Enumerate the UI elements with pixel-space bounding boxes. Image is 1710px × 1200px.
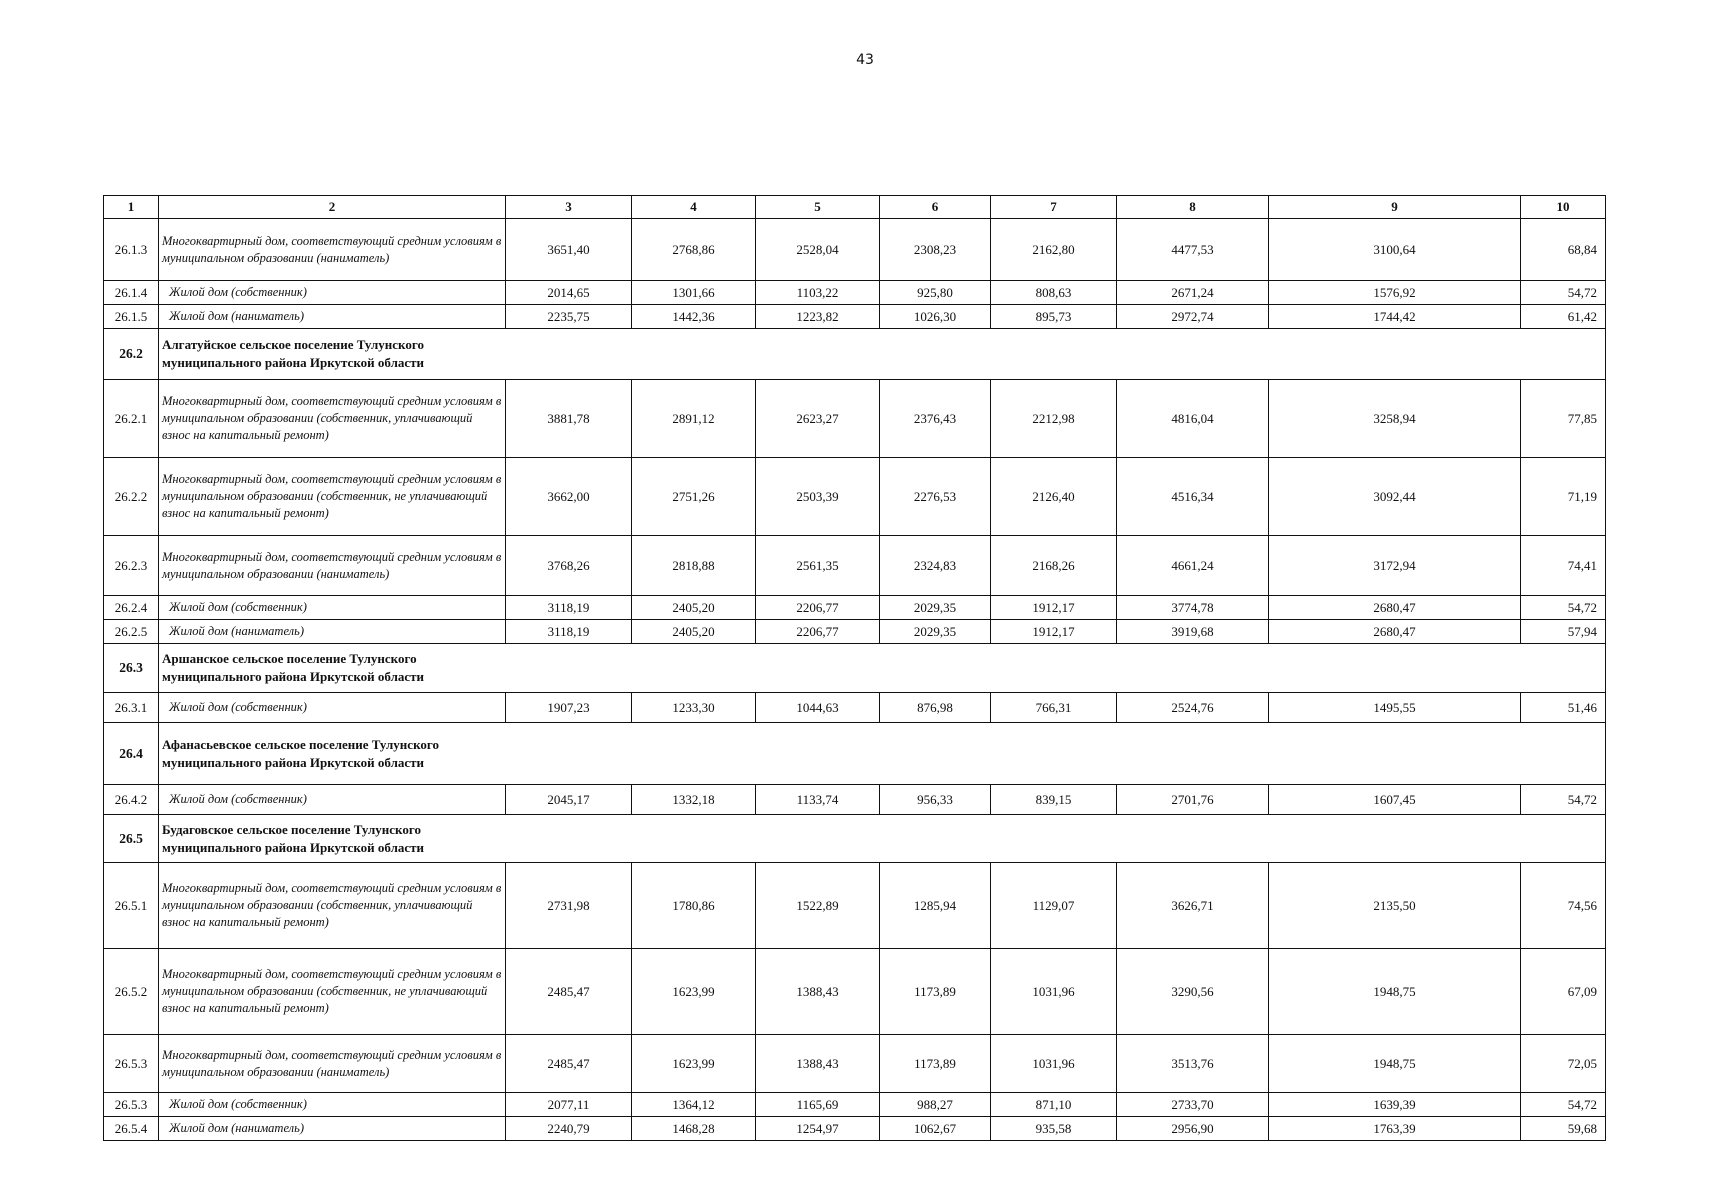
row-description: Многоквартирный дом, соответствующий средним условиям в муниципальном образовании (собственник, не уплачивающий взнос на капитальный ремонт)	[159, 458, 506, 536]
row-value: 1301,66	[632, 281, 756, 305]
row-value: 4816,04	[1117, 380, 1269, 458]
row-code: 26.3.1	[104, 693, 159, 723]
row-value: 2768,86	[632, 219, 756, 281]
row-value: 2956,90	[1117, 1117, 1269, 1141]
row-value: 2029,35	[880, 596, 991, 620]
table-row	[104, 281, 1606, 305]
section-title	[159, 644, 1606, 693]
row-value: 3092,44	[1269, 458, 1521, 536]
section-title-text: Будаговское сельское поселение Тулунского муниципального района Иркутской области	[162, 821, 425, 855]
column-header: 6	[880, 196, 991, 219]
row-value: 1173,89	[880, 1035, 991, 1093]
row-value: 2308,23	[880, 219, 991, 281]
row-value: 2168,26	[991, 536, 1117, 596]
section-title-text: Аршанское сельское поселение Тулунского муниципального района Иркутской области	[162, 651, 425, 684]
section-row	[104, 723, 1606, 785]
row-value: 74,56	[1521, 863, 1606, 949]
row-value: 925,80	[880, 281, 991, 305]
row-value: 1522,89	[756, 863, 880, 949]
row-value: 1912,17	[991, 620, 1117, 644]
row-value: 2324,83	[880, 536, 991, 596]
column-header: 1	[104, 196, 159, 219]
row-value: 1044,63	[756, 693, 880, 723]
page-number: 43	[856, 52, 874, 68]
row-description: Жилой дом (наниматель)	[159, 620, 506, 644]
row-value: 2206,77	[756, 620, 880, 644]
row-value: 895,73	[991, 305, 1117, 329]
row-code: 26.5.2	[104, 949, 159, 1035]
row-value: 2235,75	[506, 305, 632, 329]
row-value: 1173,89	[880, 949, 991, 1035]
row-value: 2751,26	[632, 458, 756, 536]
row-value: 839,15	[991, 785, 1117, 815]
row-description: Многоквартирный дом, соответствующий средним условиям в муниципальном образовании (наниматель)	[159, 1035, 506, 1093]
row-value: 3118,19	[506, 620, 632, 644]
table-row	[104, 693, 1606, 723]
column-header: 10	[1521, 196, 1606, 219]
row-value: 2731,98	[506, 863, 632, 949]
row-code: 26.5.3	[104, 1035, 159, 1093]
row-value: 3768,26	[506, 536, 632, 596]
table-body	[104, 196, 1606, 1141]
row-value: 3919,68	[1117, 620, 1269, 644]
row-value: 2135,50	[1269, 863, 1521, 949]
row-value: 2029,35	[880, 620, 991, 644]
row-value: 1031,96	[991, 1035, 1117, 1093]
table-row	[104, 219, 1606, 281]
row-value: 3626,71	[1117, 863, 1269, 949]
row-value: 2276,53	[880, 458, 991, 536]
row-value: 2891,12	[632, 380, 756, 458]
row-value: 3513,76	[1117, 1035, 1269, 1093]
row-value: 1133,74	[756, 785, 880, 815]
row-value: 1332,18	[632, 785, 756, 815]
row-code: 26.2.1	[104, 380, 159, 458]
row-value: 935,58	[991, 1117, 1117, 1141]
row-value: 2206,77	[756, 596, 880, 620]
row-value: 2014,65	[506, 281, 632, 305]
section-row	[104, 329, 1606, 380]
row-value: 2561,35	[756, 536, 880, 596]
row-code: 26.1.3	[104, 219, 159, 281]
table-row	[104, 305, 1606, 329]
row-value: 2212,98	[991, 380, 1117, 458]
row-value: 2733,70	[1117, 1093, 1269, 1117]
row-value: 2045,17	[506, 785, 632, 815]
row-value: 2405,20	[632, 596, 756, 620]
table-row	[104, 949, 1606, 1035]
row-code: 26.2.4	[104, 596, 159, 620]
table-row	[104, 785, 1606, 815]
row-value: 1285,94	[880, 863, 991, 949]
row-description: Многоквартирный дом, соответствующий средним условиям в муниципальном образовании (собственник, уплачивающий взнос на капитальный ремонт)	[159, 380, 506, 458]
table-row	[104, 596, 1606, 620]
row-value: 1495,55	[1269, 693, 1521, 723]
row-value: 2671,24	[1117, 281, 1269, 305]
row-value: 1442,36	[632, 305, 756, 329]
row-value: 808,63	[991, 281, 1117, 305]
row-value: 4477,53	[1117, 219, 1269, 281]
row-description: Жилой дом (собственник)	[159, 281, 506, 305]
section-title	[159, 815, 1606, 863]
row-value: 3662,00	[506, 458, 632, 536]
row-value: 3290,56	[1117, 949, 1269, 1035]
header-row	[104, 196, 1606, 219]
section-code: 26.4	[104, 723, 159, 785]
row-value: 1912,17	[991, 596, 1117, 620]
tariff-table	[103, 195, 1606, 1141]
row-value: 766,31	[991, 693, 1117, 723]
row-value: 3118,19	[506, 596, 632, 620]
row-value: 1254,97	[756, 1117, 880, 1141]
column-header: 2	[159, 196, 506, 219]
row-value: 2680,47	[1269, 596, 1521, 620]
row-code: 26.5.1	[104, 863, 159, 949]
row-description: Жилой дом (наниматель)	[159, 1117, 506, 1141]
row-value: 54,72	[1521, 281, 1606, 305]
section-code: 26.5	[104, 815, 159, 863]
row-description: Многоквартирный дом, соответствующий средним условиям в муниципальном образовании (собственник, не уплачивающий взнос на капитальный ремонт)	[159, 949, 506, 1035]
section-row	[104, 644, 1606, 693]
column-header: 4	[632, 196, 756, 219]
row-value: 2623,27	[756, 380, 880, 458]
row-value: 2240,79	[506, 1117, 632, 1141]
section-title-text: Афанасьевское сельское поселение Тулунского муниципального района Иркутской области	[162, 736, 439, 770]
row-value: 1364,12	[632, 1093, 756, 1117]
row-value: 956,33	[880, 785, 991, 815]
row-value: 1744,42	[1269, 305, 1521, 329]
row-value: 3258,94	[1269, 380, 1521, 458]
table-row	[104, 380, 1606, 458]
table-row	[104, 536, 1606, 596]
row-value: 1388,43	[756, 1035, 880, 1093]
row-value: 1948,75	[1269, 1035, 1521, 1093]
row-value: 1468,28	[632, 1117, 756, 1141]
row-value: 1907,23	[506, 693, 632, 723]
row-value: 59,68	[1521, 1117, 1606, 1141]
row-value: 51,46	[1521, 693, 1606, 723]
row-code: 26.5.4	[104, 1117, 159, 1141]
row-value: 871,10	[991, 1093, 1117, 1117]
row-code: 26.1.4	[104, 281, 159, 305]
row-value: 1223,82	[756, 305, 880, 329]
table-row	[104, 1093, 1606, 1117]
row-value: 2701,76	[1117, 785, 1269, 815]
row-code: 26.1.5	[104, 305, 159, 329]
column-header: 7	[991, 196, 1117, 219]
row-value: 61,42	[1521, 305, 1606, 329]
row-code: 26.2.2	[104, 458, 159, 536]
row-description: Жилой дом (собственник)	[159, 693, 506, 723]
row-value: 2524,76	[1117, 693, 1269, 723]
row-value: 54,72	[1521, 1093, 1606, 1117]
row-value: 1103,22	[756, 281, 880, 305]
row-description: Многоквартирный дом, соответствующий средним условиям в муниципальном образовании (собственник, уплачивающий взнос на капитальный ремонт)	[159, 863, 506, 949]
column-header: 3	[506, 196, 632, 219]
row-value: 4516,34	[1117, 458, 1269, 536]
row-value: 2162,80	[991, 219, 1117, 281]
row-value: 1639,39	[1269, 1093, 1521, 1117]
row-value: 1026,30	[880, 305, 991, 329]
row-value: 876,98	[880, 693, 991, 723]
row-value: 2126,40	[991, 458, 1117, 536]
row-value: 2485,47	[506, 1035, 632, 1093]
row-value: 54,72	[1521, 596, 1606, 620]
row-description: Жилой дом (собственник)	[159, 1093, 506, 1117]
row-value: 4661,24	[1117, 536, 1269, 596]
row-description: Жилой дом (собственник)	[159, 785, 506, 815]
row-value: 1165,69	[756, 1093, 880, 1117]
column-header: 9	[1269, 196, 1521, 219]
row-code: 26.2.5	[104, 620, 159, 644]
section-code: 26.3	[104, 644, 159, 693]
row-description: Многоквартирный дом, соответствующий средним условиям в муниципальном образовании (наниматель)	[159, 536, 506, 596]
section-title	[159, 329, 1606, 380]
section-row	[104, 815, 1606, 863]
row-code: 26.4.2	[104, 785, 159, 815]
row-value: 71,19	[1521, 458, 1606, 536]
row-description: Многоквартирный дом, соответствующий средним условиям в муниципальном образовании (наниматель)	[159, 219, 506, 281]
row-value: 3100,64	[1269, 219, 1521, 281]
row-value: 1623,99	[632, 1035, 756, 1093]
section-title	[159, 723, 1606, 785]
row-value: 3651,40	[506, 219, 632, 281]
row-code: 26.5.3	[104, 1093, 159, 1117]
row-value: 1763,39	[1269, 1117, 1521, 1141]
row-value: 2680,47	[1269, 620, 1521, 644]
row-value: 3774,78	[1117, 596, 1269, 620]
row-value: 2376,43	[880, 380, 991, 458]
row-value: 1129,07	[991, 863, 1117, 949]
row-code: 26.2.3	[104, 536, 159, 596]
row-value: 2972,74	[1117, 305, 1269, 329]
section-title-text: Алгатуйское сельское поселение Тулунского муниципального района Иркутской области	[162, 337, 425, 370]
row-description: Жилой дом (наниматель)	[159, 305, 506, 329]
row-value: 2503,39	[756, 458, 880, 536]
row-value: 54,72	[1521, 785, 1606, 815]
row-value: 1623,99	[632, 949, 756, 1035]
row-value: 67,09	[1521, 949, 1606, 1035]
row-value: 1576,92	[1269, 281, 1521, 305]
table-row	[104, 1117, 1606, 1141]
row-value: 2818,88	[632, 536, 756, 596]
row-value: 2405,20	[632, 620, 756, 644]
row-value: 1031,96	[991, 949, 1117, 1035]
row-value: 3881,78	[506, 380, 632, 458]
row-value: 2077,11	[506, 1093, 632, 1117]
row-value: 68,84	[1521, 219, 1606, 281]
row-value: 988,27	[880, 1093, 991, 1117]
table-row	[104, 1035, 1606, 1093]
row-value: 1062,67	[880, 1117, 991, 1141]
table-row	[104, 620, 1606, 644]
row-value: 3172,94	[1269, 536, 1521, 596]
row-value: 72,05	[1521, 1035, 1606, 1093]
row-value: 1607,45	[1269, 785, 1521, 815]
row-value: 1780,86	[632, 863, 756, 949]
row-description: Жилой дом (собственник)	[159, 596, 506, 620]
row-value: 1388,43	[756, 949, 880, 1035]
row-value: 2485,47	[506, 949, 632, 1035]
row-value: 1948,75	[1269, 949, 1521, 1035]
row-value: 2528,04	[756, 219, 880, 281]
table-row	[104, 458, 1606, 536]
row-value: 74,41	[1521, 536, 1606, 596]
column-header: 8	[1117, 196, 1269, 219]
column-header: 5	[756, 196, 880, 219]
row-value: 57,94	[1521, 620, 1606, 644]
section-code: 26.2	[104, 329, 159, 380]
row-value: 1233,30	[632, 693, 756, 723]
row-value: 77,85	[1521, 380, 1606, 458]
table-row	[104, 863, 1606, 949]
